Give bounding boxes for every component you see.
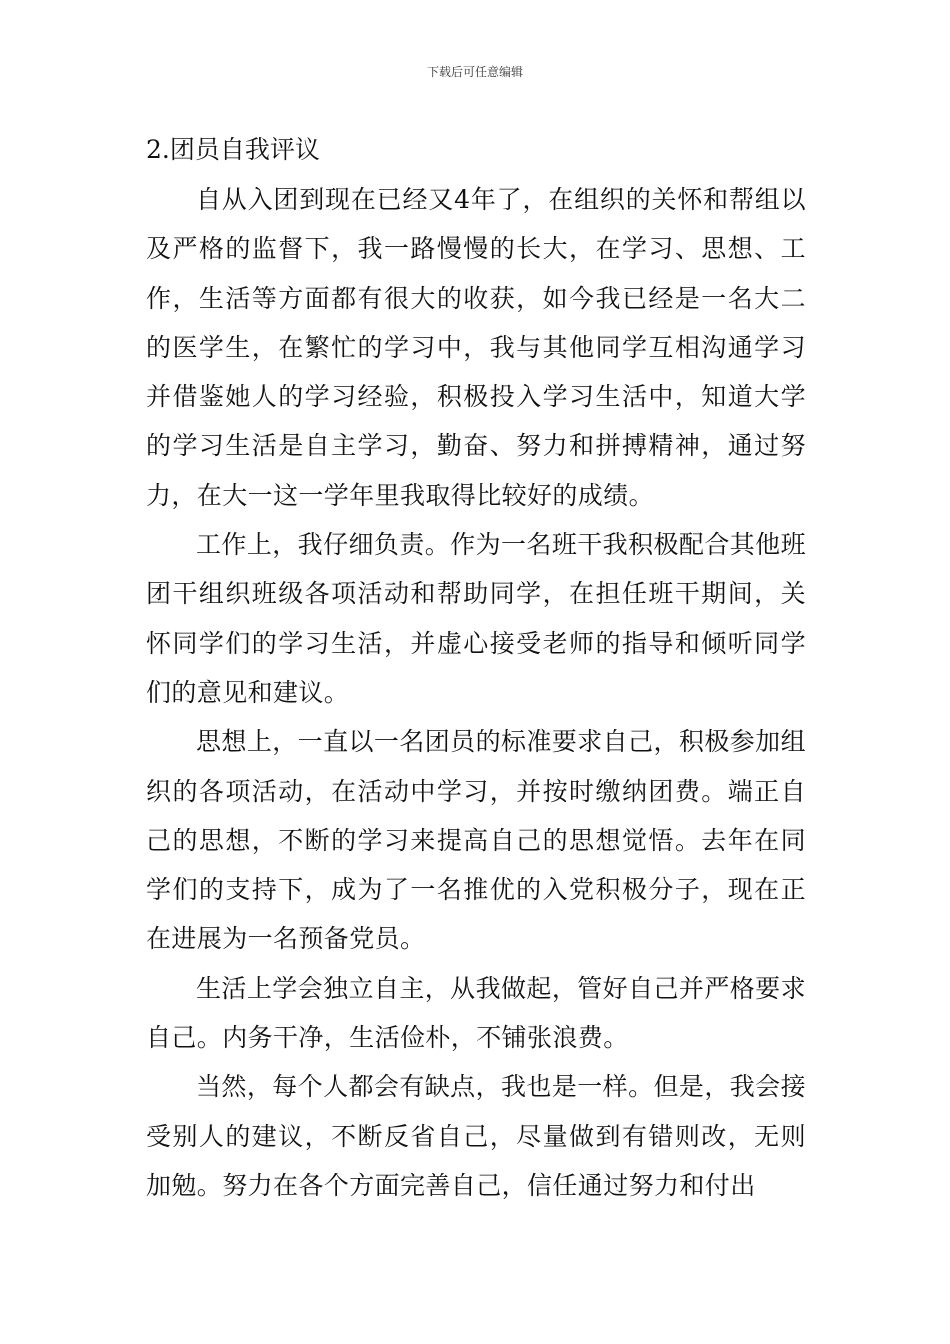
paragraph-work: 工作上，我仔细负责。作为一名班干我积极配合其他班团干组织班级各项活动和帮助同学，在担任班干期间，关怀同学们的学习生活，并虚心接受老师的指导和倾听同学们的意见和建议。 [146, 530, 806, 707]
section-heading: 2.团员自我评议 [146, 135, 320, 164]
paragraph-shortcomings: 当然，每个人都会有缺点，我也是一样。但是，我会接受别人的建议，不断反省自己，尽量做到有错则改，无则加勉。努力在各个方面完善自己，信任通过努力和付出 [146, 1072, 806, 1200]
paragraph-life: 生活上学会独立自主，从我做起，管好自己并严格要求自己。内务干净，生活俭朴，不铺张浪费。 [146, 973, 806, 1053]
page-header-note: 下载后可任意编辑 [426, 65, 523, 79]
paragraph-study: 自从入团到现在已经又4年了，在组织的关怀和帮组以及严格的监督下，我一路慢慢的长大，在学习、思想、工作，生活等方面都有很大的收获，如今我已经是一名大二的医学生，在繁忙的学习中，我与其他同学互相沟通学习并借鉴她人的学习经验，积极投入学习生活中，知道大学的学习生活是自主学习，勤奋、努力和拼搏精神，通过努力，在大一这一学年里我取得比较好的成绩。 [146, 185, 806, 510]
document-body [146, 125, 806, 1210]
paragraph-thought: 思想上，一直以一名团员的标准要求自己，积极参加组织的各项活动，在活动中学习，并按时缴纳团费。端正自己的思想，不断的学习来提高自己的思想觉悟。去年在同学们的支持下，成为了一名推优的入党积极分子，现在正在进展为一名预备党员。 [146, 727, 806, 954]
